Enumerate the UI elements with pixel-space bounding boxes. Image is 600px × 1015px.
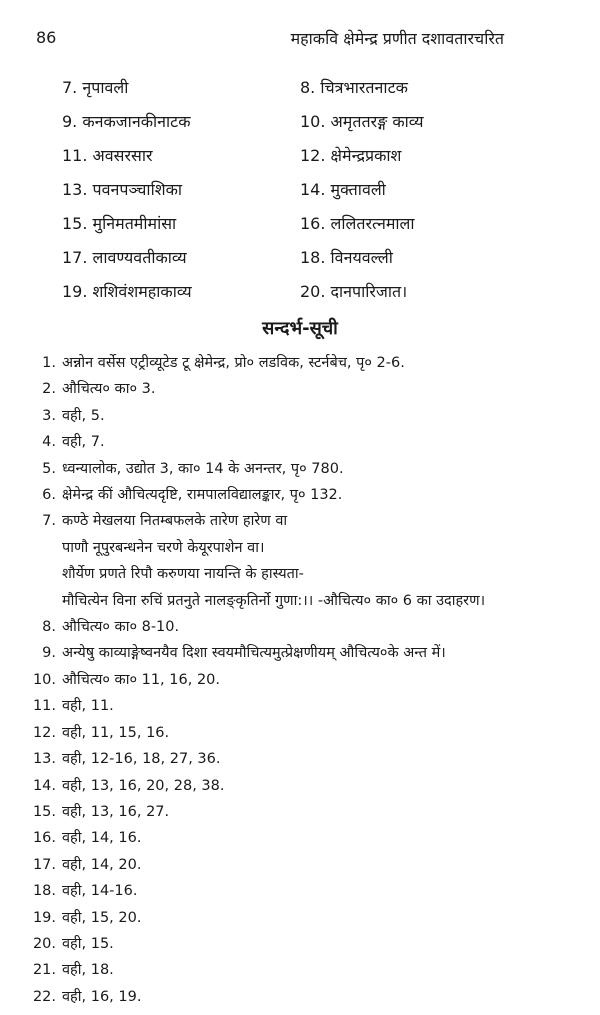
reference-text [62, 905, 141, 931]
reference-number: 14. [32, 777, 56, 794]
reference-number: 17. [32, 856, 56, 873]
reference-number: 8. [42, 619, 56, 636]
reference-text [62, 482, 342, 508]
reference-text [62, 350, 405, 376]
running-title: महाकवि क्षेमेन्द्र प्रणीत दशावतारचरित [290, 29, 504, 48]
reference-item [22, 482, 600, 508]
reference-text [62, 693, 114, 719]
reference-line: वही, 7. [62, 434, 105, 451]
reference-number: 5. [42, 460, 56, 477]
reference-line: वही, 13, 16, 20, 28, 38. [62, 777, 225, 794]
work-item: 11. अवसरसार [62, 146, 153, 165]
reference-text [62, 614, 179, 640]
reference-item [22, 957, 600, 983]
reference-item [22, 720, 600, 746]
reference-line: पाणौ नूपुरबन्धनेन चरणे केयूरपाशेन वा। [62, 539, 265, 556]
reference-text [62, 508, 485, 614]
reference-item [22, 350, 600, 376]
reference-line: औचित्य० का० 3. [62, 381, 156, 398]
reference-number: 7. [42, 513, 56, 530]
reference-line: वही, 13, 16, 27. [62, 803, 170, 820]
work-item: 19. शशिवंशमहाकाव्य [62, 282, 192, 301]
reference-line: कण्ठे मेखलया नितम्बफलके तारेण हारेण वा [62, 513, 288, 530]
reference-item [22, 931, 600, 957]
reference-item [22, 773, 600, 799]
reference-number: 11. [32, 698, 56, 715]
reference-text [62, 773, 224, 799]
work-item: 7. नृपावली [62, 78, 129, 97]
reference-number: 22. [32, 988, 56, 1005]
reference-number: 10. [32, 671, 56, 688]
reference-number: 16. [32, 830, 56, 847]
work-item: 17. लावण्यवतीकाव्य [62, 248, 187, 267]
reference-line: वही, 14, 20. [62, 856, 142, 873]
reference-item [22, 667, 600, 693]
work-item: 12. क्षेमेन्द्रप्रकाश [300, 146, 402, 165]
works-row [62, 240, 542, 274]
reference-number: 21. [32, 962, 56, 979]
work-item: 16. ललितरत्नमाला [300, 214, 415, 233]
reference-text [62, 931, 114, 957]
reference-line: वही, 5. [62, 407, 105, 424]
works-row [62, 172, 542, 206]
reference-item [22, 614, 600, 640]
works-row [62, 138, 542, 172]
reference-item [22, 508, 600, 614]
reference-line: वही, 12-16, 18, 27, 36. [62, 751, 221, 768]
works-row [62, 206, 542, 240]
work-item: 15. मुनिमतमीमांसा [62, 214, 177, 233]
reference-line: शौर्येण प्रणते रिपौ करुणया नायन्ति के हास्यता- [62, 566, 304, 583]
reference-line: वही, 18. [62, 962, 114, 979]
page-number: 86 [36, 28, 57, 47]
reference-text [62, 852, 141, 878]
reference-number: 18. [32, 883, 56, 900]
reference-text [62, 640, 446, 666]
work-item: 14. मुक्तावली [300, 180, 386, 199]
reference-text [62, 720, 169, 746]
reference-item [22, 799, 600, 825]
works-list [62, 70, 542, 308]
reference-item [22, 429, 600, 455]
reference-item [22, 746, 600, 772]
reference-item [22, 905, 600, 931]
reference-text [62, 799, 169, 825]
reference-item [22, 403, 600, 429]
reference-number: 9. [42, 645, 56, 662]
reference-text [62, 825, 141, 851]
reference-text [62, 667, 220, 693]
reference-text [62, 456, 344, 482]
work-item: 8. चित्रभारतनाटक [300, 78, 408, 97]
reference-item [22, 825, 600, 851]
reference-text [62, 878, 137, 904]
reference-number: 1. [42, 355, 56, 371]
work-item: 13. पवनपञ्चाशिका [62, 180, 183, 199]
reference-text [62, 403, 105, 429]
reference-line: वही, 14, 16. [62, 830, 142, 847]
reference-item [22, 456, 600, 482]
reference-number: 12. [32, 724, 56, 741]
reference-line: औचित्य० का० 11, 16, 20. [62, 671, 220, 688]
reference-text [62, 746, 221, 772]
reference-number: 4. [42, 434, 56, 451]
reference-item [22, 376, 600, 402]
section-title: सन्दर्भ-सूची [262, 318, 338, 339]
reference-line: अन्येषु काव्याङ्गेष्वनयैव दिशा स्वयमौचित्यमुत्प्रेक्षणीयम् औचित्य०के अन्त में। [62, 645, 446, 662]
reference-text [62, 429, 105, 455]
reference-line: औचित्य० का० 8-10. [62, 619, 180, 636]
works-row [62, 274, 542, 308]
reference-line: अन्नोन वर्सेस एट्रीव्यूटेड टू क्षेमेन्द्र, प्रो० लडविक, स्टर्नबेच, पृ० 2-6. [62, 355, 405, 371]
reference-item [22, 878, 600, 904]
work-item: 18. विनयवल्ली [300, 248, 393, 267]
reference-list [22, 350, 600, 1010]
reference-number: 3. [42, 407, 56, 424]
reference-item [22, 852, 600, 878]
reference-line: मौचित्येन विना रुचिं प्रतनुते नालङ्कृतिर्नो गुणा:।। -औचित्य० का० 6 का उदाहरण। [62, 592, 486, 609]
work-item: 9. कनकजानकीनाटक [62, 112, 191, 131]
reference-number: 2. [42, 381, 56, 398]
reference-text [62, 957, 114, 983]
work-item: 20. दानपारिजात। [300, 282, 408, 301]
reference-line: वही, 15, 20. [62, 909, 142, 926]
reference-number: 20. [32, 935, 56, 952]
works-row [62, 104, 542, 138]
reference-text [62, 376, 155, 402]
reference-line: ध्वन्यालोक, उद्योत 3, का० 14 के अनन्तर, पृ० 780. [62, 460, 344, 477]
reference-line: क्षेमेन्द्र कीं औचित्यदृष्टि, रामपालविद्यालङ्कार, पृ० 132. [62, 487, 343, 504]
reference-item [22, 640, 600, 666]
reference-item [22, 693, 600, 719]
reference-line: वही, 11, 15, 16. [62, 724, 170, 741]
reference-line: वही, 15. [62, 935, 114, 952]
reference-line: वही, 14-16. [62, 883, 138, 900]
reference-line: वही, 11. [62, 698, 114, 715]
reference-number: 6. [42, 487, 56, 504]
reference-text [62, 984, 141, 1010]
reference-item [22, 984, 600, 1010]
reference-number: 19. [32, 909, 56, 926]
reference-number: 15. [32, 803, 56, 820]
reference-number: 13. [32, 751, 56, 768]
reference-line: वही, 16, 19. [62, 988, 142, 1005]
work-item: 10. अमृततरङ्ग काव्य [300, 112, 424, 131]
works-row [62, 70, 542, 104]
